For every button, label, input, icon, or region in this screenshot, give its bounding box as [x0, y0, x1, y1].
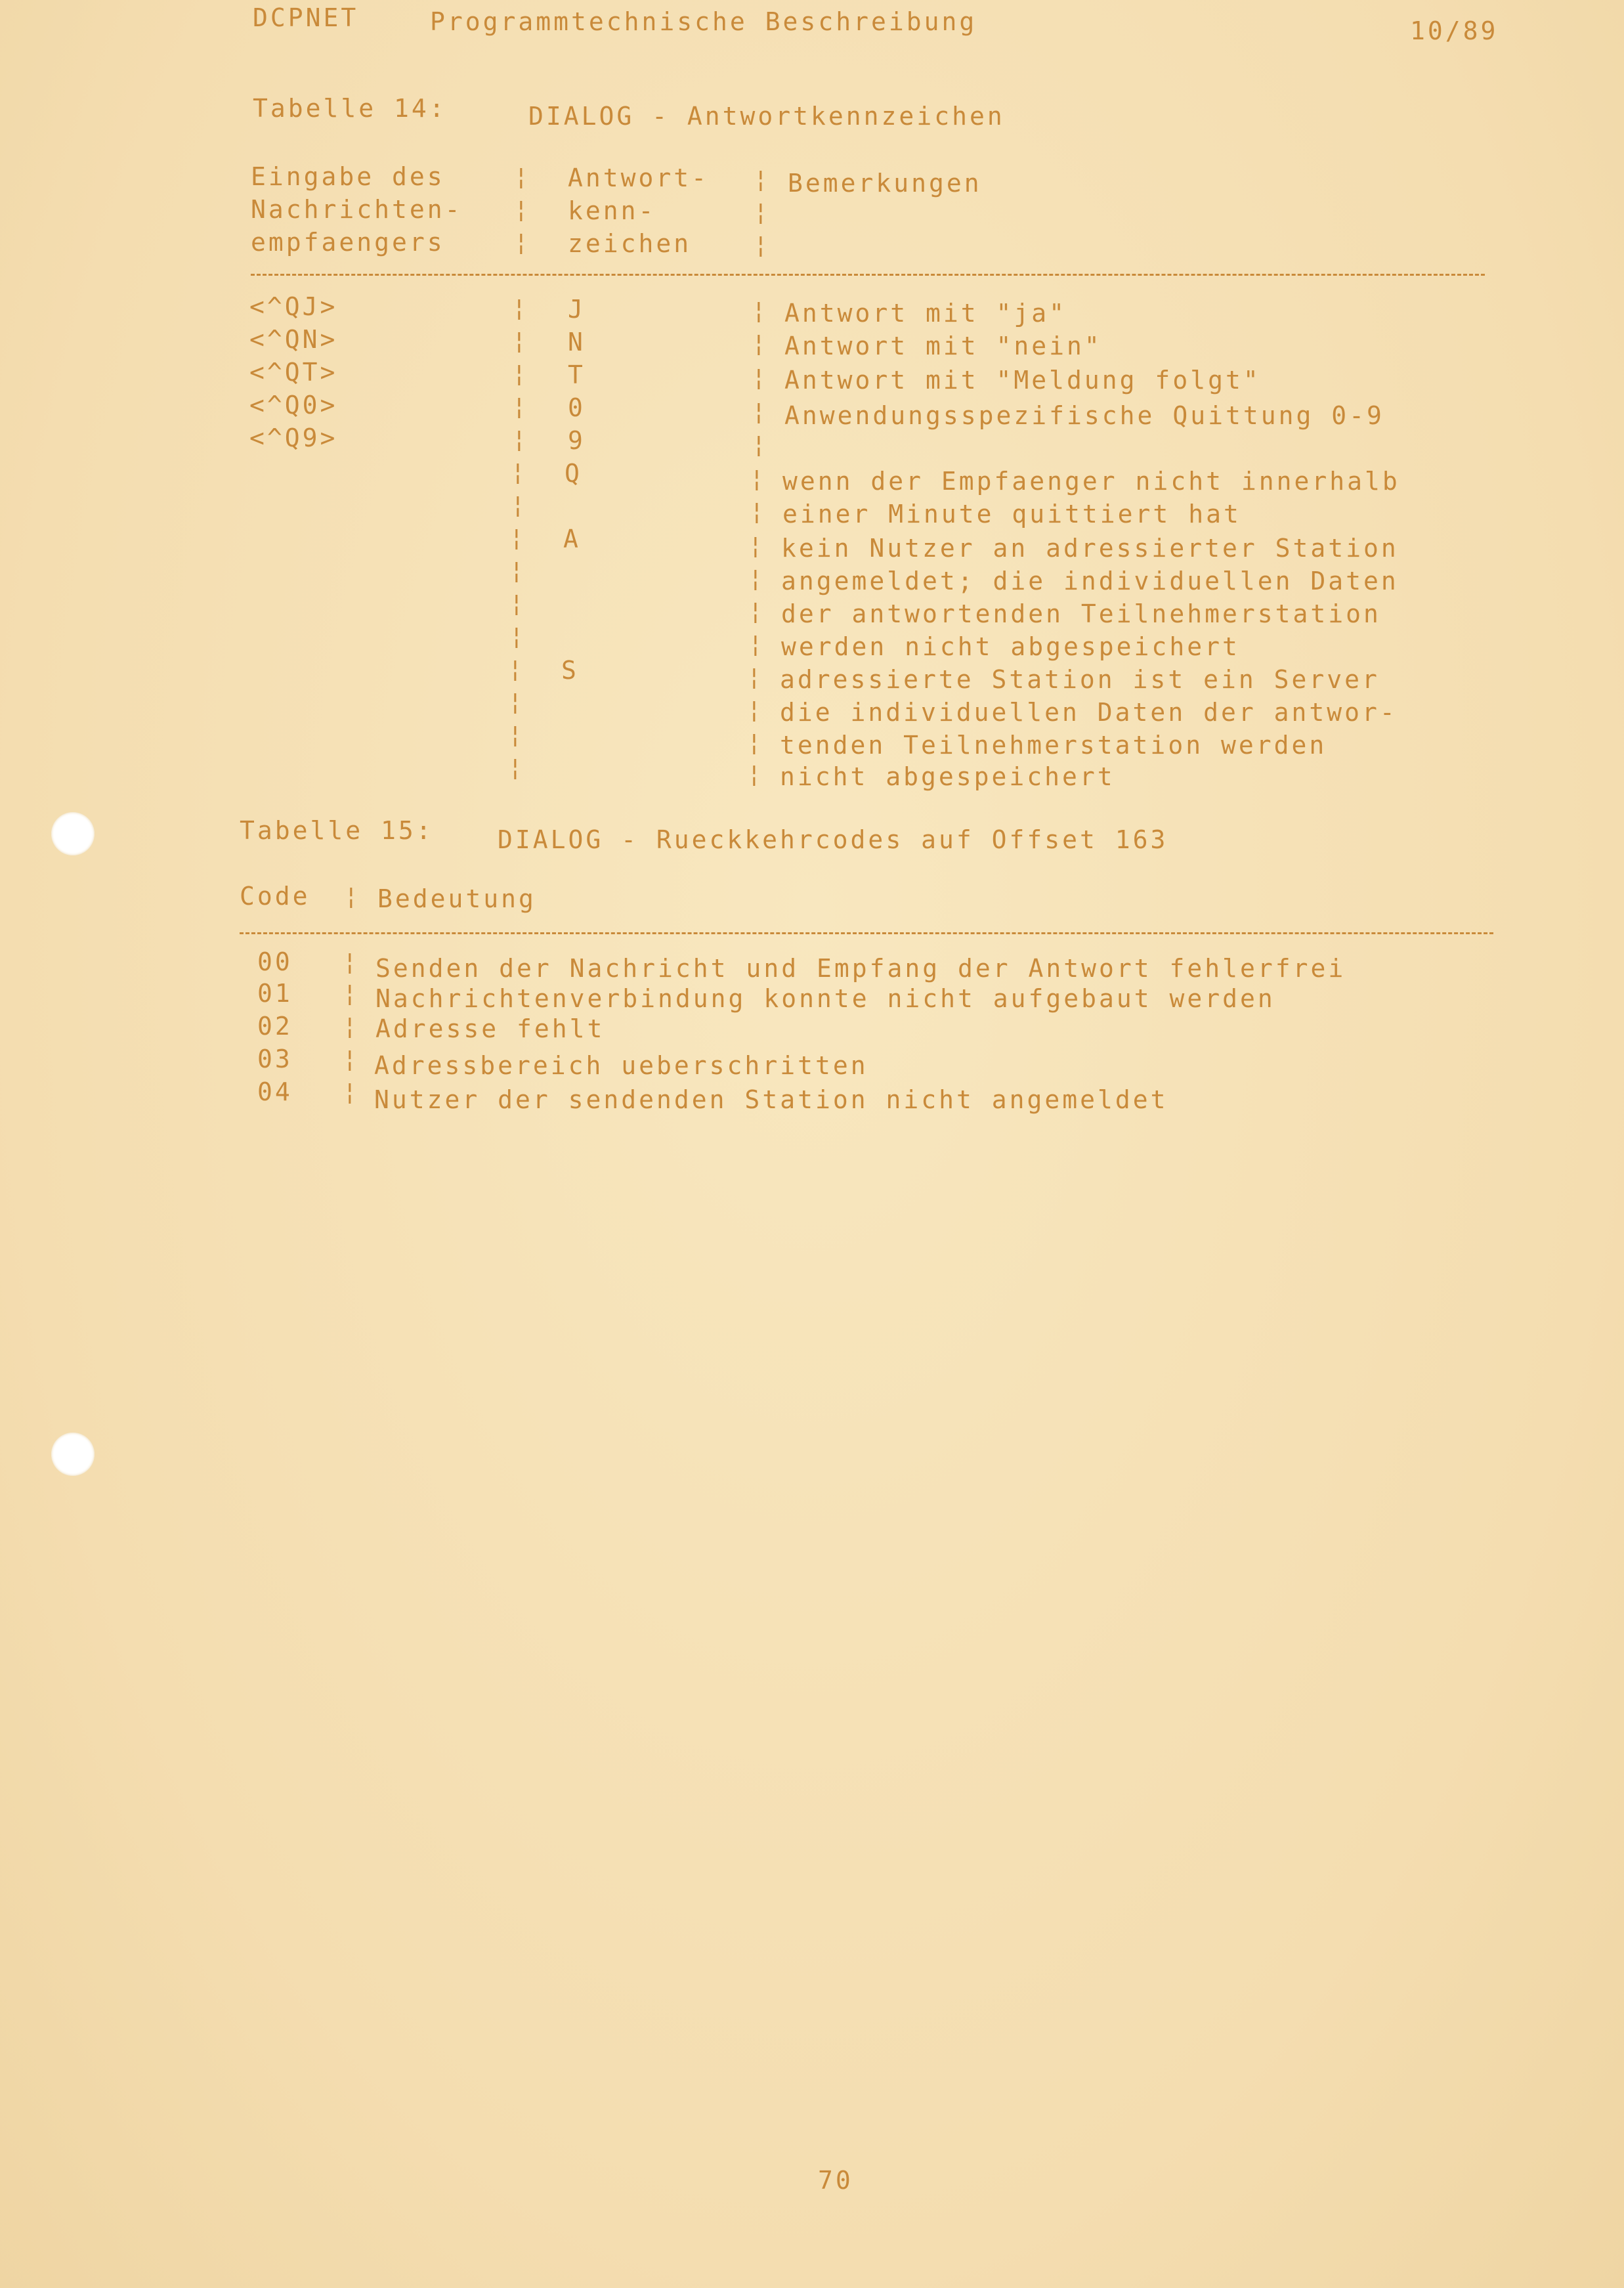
table14-body-sep: ¦: [508, 656, 523, 683]
table14-input: <^QJ>: [249, 292, 338, 321]
table14-body-sep: ¦: [509, 525, 524, 551]
table14-col1-line1: Eingabe des: [251, 162, 445, 191]
table14-col2-line2: kenn-: [568, 196, 656, 225]
table14-body-sep: ¦: [747, 664, 761, 691]
table14-body-sep: ¦: [512, 426, 526, 453]
table14-col2-line1: Antwort-: [568, 163, 710, 192]
table14-body-sep: ¦: [748, 565, 763, 592]
table15-caption-title: DIALOG - Rueckkehrcodes auf Offset 163: [498, 825, 1168, 854]
table14-header-sep: ¦: [514, 196, 528, 223]
table14-input: <^QN>: [249, 325, 338, 354]
table14-body-sep: ¦: [512, 328, 526, 355]
table14-body-sep: ¦: [511, 492, 525, 519]
table15-code: 01: [257, 979, 293, 1008]
table14-remark: adressierte Station ist ein Server: [780, 665, 1380, 694]
table14-body-sep: ¦: [512, 360, 526, 387]
table14-body-sep: ¦: [508, 689, 523, 716]
table15-body-sep: ¦: [343, 1013, 357, 1040]
page-number: 70: [818, 2166, 853, 2195]
table14-remark: angemeldet; die individuellen Daten: [781, 567, 1399, 595]
table14-code: 9: [568, 426, 586, 455]
table15-header-sep: ¦: [344, 883, 358, 910]
table14-input: <^QT>: [249, 358, 338, 387]
table14-body-sep: ¦: [747, 761, 761, 788]
table15-body-sep: ¦: [343, 1046, 357, 1073]
table15-header-rule: [240, 932, 1493, 934]
table14-body-sep: ¦: [748, 532, 763, 559]
header-date: 10/89: [1410, 16, 1499, 45]
table14-code: J: [568, 295, 586, 324]
table14-code: T: [568, 360, 586, 389]
table14-body-sep: ¦: [748, 598, 763, 625]
table14-body-sep: ¦: [752, 330, 766, 357]
table14-body-sep: ¦: [750, 498, 764, 525]
table14-body-sep: ¦: [752, 297, 766, 324]
table15-code: 03: [257, 1045, 293, 1073]
table15-col2-header: Bedeutung: [377, 884, 536, 913]
table14-remark: werden nicht abgespeichert: [781, 632, 1240, 661]
table14-code: 0: [568, 393, 586, 422]
header-title: Programmtechnische Beschreibung: [430, 7, 977, 36]
table14-header-sep: ¦: [514, 229, 528, 256]
table15-code: 00: [257, 947, 293, 976]
table14-body-sep: ¦: [508, 754, 523, 781]
table14-body-sep: ¦: [747, 729, 761, 756]
table15-meaning: Nutzer der sendenden Station nicht angemeldet: [374, 1085, 1168, 1114]
table14-body-sep: ¦: [752, 431, 766, 458]
table14-body-sep: ¦: [512, 393, 526, 420]
table14-col1-line3: empfaengers: [251, 228, 445, 257]
table14-header-sep: ¦: [754, 232, 768, 259]
table14-caption-label: Tabelle 14:: [253, 94, 447, 123]
table15-body-sep: ¦: [343, 980, 357, 1007]
punch-hole-bottom: [51, 1433, 95, 1476]
table14-col3-header: Bemerkungen: [788, 169, 982, 198]
table14-body-sep: ¦: [512, 295, 526, 322]
header-left: DCPNET: [253, 3, 359, 32]
table14-remark: einer Minute quittiert hat: [782, 500, 1241, 529]
table15-code: 02: [257, 1012, 293, 1041]
table14-input: <^Q0>: [249, 391, 338, 420]
table15-body-sep: ¦: [343, 949, 357, 976]
table14-remark: tenden Teilnehmerstation werden: [780, 731, 1327, 760]
table15-meaning: Senden der Nachricht und Empfang der Antwort fehlerfrei: [375, 954, 1346, 983]
table15-caption-label: Tabelle 15:: [240, 816, 434, 845]
table14-body-sep: ¦: [508, 722, 523, 748]
table14-remark: Antwort mit "Meldung folgt": [784, 366, 1261, 395]
table14-remark: der antwortenden Teilnehmerstation: [781, 599, 1381, 628]
table14-code: N: [568, 328, 586, 356]
table14-body-sep: ¦: [752, 399, 766, 425]
table14-remark: nicht abgespeichert: [780, 762, 1115, 791]
table14-body-sep: ¦: [511, 459, 525, 486]
table14-body-sep: ¦: [509, 590, 524, 617]
table14-code: Q: [565, 459, 582, 488]
punch-hole-top: [51, 812, 95, 855]
table14-code: A: [563, 525, 581, 553]
table14-body-sep: ¦: [747, 697, 761, 723]
table15-meaning: Nachrichtenverbindung konnte nicht aufgebaut werden: [375, 984, 1275, 1013]
table14-header-rule: [251, 274, 1485, 276]
table14-remark: Antwort mit "nein": [784, 332, 1102, 360]
table14-header-sep: ¦: [514, 163, 528, 190]
table14-remark: Antwort mit "ja": [784, 299, 1067, 328]
table14-col2-line3: zeichen: [568, 229, 692, 258]
table14-header-sep: ¦: [754, 199, 768, 226]
table14-remark: Anwendungsspezifische Quittung 0-9: [784, 401, 1384, 430]
table14-remark: wenn der Empfaenger nicht innerhalb: [782, 467, 1400, 496]
table14-caption-title: DIALOG - Antwortkennzeichen: [528, 102, 1005, 131]
table14-body-sep: ¦: [752, 364, 766, 391]
table14-body-sep: ¦: [509, 623, 524, 650]
table15-meaning: Adressbereich ueberschritten: [374, 1051, 868, 1080]
table14-body-sep: ¦: [750, 465, 764, 492]
table15-meaning: Adresse fehlt: [375, 1014, 605, 1043]
table14-code: S: [561, 656, 579, 685]
table14-body-sep: ¦: [748, 631, 763, 658]
table14-remark: kein Nutzer an adressierter Station: [781, 534, 1399, 563]
table14-input: <^Q9>: [249, 423, 338, 452]
table15-code: 04: [257, 1077, 293, 1106]
table15-col1-header: Code: [240, 882, 310, 911]
table15-body-sep: ¦: [343, 1079, 357, 1106]
table14-col1-line2: Nachrichten-: [251, 195, 463, 224]
table14-body-sep: ¦: [509, 557, 524, 584]
table14-remark: die individuellen Daten der antwor-: [780, 698, 1398, 727]
table14-header-sep: ¦: [754, 166, 768, 193]
